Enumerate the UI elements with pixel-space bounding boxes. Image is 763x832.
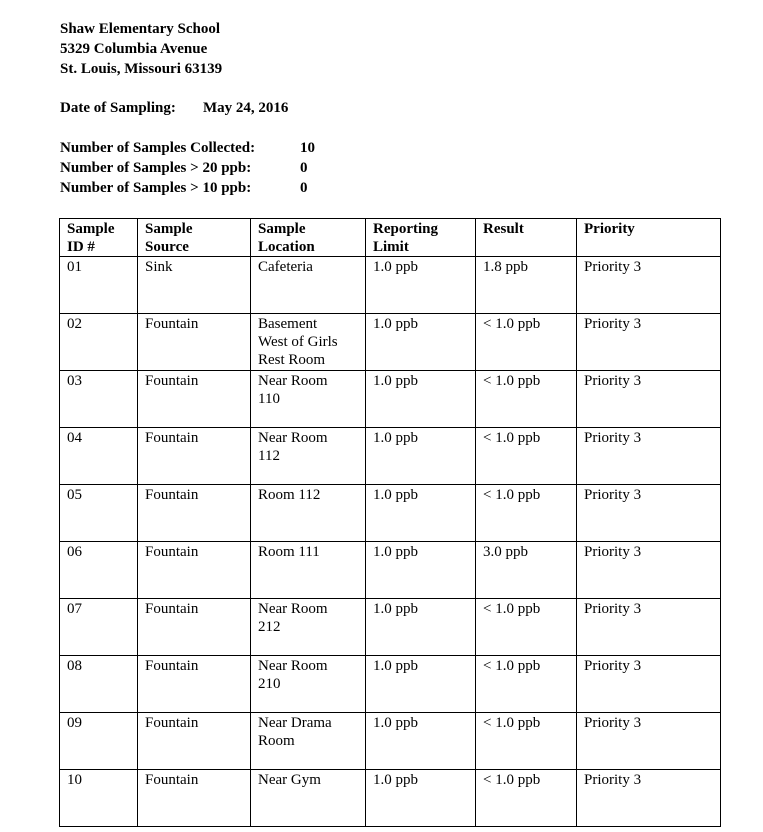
sample-source-cell: Sink <box>138 257 251 314</box>
sample-location-cell: Near Gym <box>251 770 366 827</box>
summary-value: 0 <box>300 180 308 196</box>
sample-id-cell: 03 <box>60 371 138 428</box>
reporting-limit-cell: 1.0 ppb <box>366 542 476 599</box>
sample-location-cell: Room 111 <box>251 542 366 599</box>
priority-cell: Priority 3 <box>577 713 721 770</box>
sample-id-cell: 06 <box>60 542 138 599</box>
result-cell: 3.0 ppb <box>476 542 577 599</box>
table-row <box>60 485 721 542</box>
sample-location-cell: Near Room 212 <box>251 599 366 656</box>
priority-cell: Priority 3 <box>577 599 721 656</box>
sample-source-cell: Fountain <box>138 371 251 428</box>
sample-source-cell: Fountain <box>138 599 251 656</box>
sample-id-cell: 04 <box>60 428 138 485</box>
sample-source-cell: Fountain <box>138 770 251 827</box>
summary-value: 10 <box>300 140 315 156</box>
sample-location-cell: Cafeteria <box>251 257 366 314</box>
header-reporting-limit: Reporting Limit <box>366 219 476 257</box>
priority-cell: Priority 3 <box>577 428 721 485</box>
samples-table <box>59 218 721 827</box>
sample-location-cell: Near Room 210 <box>251 656 366 713</box>
sample-location-cell: Basement West of Girls Rest Room <box>251 314 366 371</box>
table-row <box>60 314 721 371</box>
sample-id-cell: 08 <box>60 656 138 713</box>
sample-id-cell: 10 <box>60 770 138 827</box>
sample-source-cell: Fountain <box>138 314 251 371</box>
sampling-date-value: May 24, 2016 <box>203 100 289 116</box>
priority-cell: Priority 3 <box>577 371 721 428</box>
priority-cell: Priority 3 <box>577 770 721 827</box>
header-result: Result <box>476 219 577 257</box>
priority-cell: Priority 3 <box>577 314 721 371</box>
sample-location-cell: Room 112 <box>251 485 366 542</box>
result-cell: < 1.0 ppb <box>476 770 577 827</box>
reporting-limit-cell: 1.0 ppb <box>366 485 476 542</box>
result-cell: 1.8 ppb <box>476 257 577 314</box>
table-row <box>60 713 721 770</box>
sample-source-cell: Fountain <box>138 542 251 599</box>
table-row <box>60 656 721 713</box>
reporting-limit-cell: 1.0 ppb <box>366 713 476 770</box>
sample-location-cell: Near Room 110 <box>251 371 366 428</box>
summary-label: Number of Samples > 10 ppb: <box>60 180 252 196</box>
table-row <box>60 257 721 314</box>
priority-cell: Priority 3 <box>577 542 721 599</box>
sample-location-cell: Near Drama Room <box>251 713 366 770</box>
result-cell: < 1.0 ppb <box>476 656 577 713</box>
reporting-limit-cell: 1.0 ppb <box>366 770 476 827</box>
priority-cell: Priority 3 <box>577 485 721 542</box>
sample-id-cell: 02 <box>60 314 138 371</box>
school-name: Shaw Elementary School <box>60 21 221 37</box>
table-row <box>60 599 721 656</box>
summary-value: 0 <box>300 160 308 176</box>
sample-source-cell: Fountain <box>138 485 251 542</box>
school-address: 5329 Columbia Avenue <box>60 41 208 57</box>
table-row <box>60 428 721 485</box>
reporting-limit-cell: 1.0 ppb <box>366 371 476 428</box>
reporting-limit-cell: 1.0 ppb <box>366 257 476 314</box>
priority-cell: Priority 3 <box>577 257 721 314</box>
sample-id-cell: 07 <box>60 599 138 656</box>
result-cell: < 1.0 ppb <box>476 713 577 770</box>
header-priority: Priority <box>577 219 721 257</box>
sample-location-cell: Near Room 112 <box>251 428 366 485</box>
sample-id-cell: 01 <box>60 257 138 314</box>
reporting-limit-cell: 1.0 ppb <box>366 656 476 713</box>
sample-source-cell: Fountain <box>138 713 251 770</box>
table-header-row <box>60 219 721 257</box>
table-row <box>60 542 721 599</box>
result-cell: < 1.0 ppb <box>476 428 577 485</box>
summary-label: Number of Samples Collected: <box>60 140 256 156</box>
header-sample-source: Sample Source <box>138 219 251 257</box>
reporting-limit-cell: 1.0 ppb <box>366 599 476 656</box>
summary-label: Number of Samples > 20 ppb: <box>60 160 252 176</box>
school-city: St. Louis, Missouri 63139 <box>60 61 223 77</box>
sample-id-cell: 05 <box>60 485 138 542</box>
result-cell: < 1.0 ppb <box>476 485 577 542</box>
table-row <box>60 371 721 428</box>
reporting-limit-cell: 1.0 ppb <box>366 314 476 371</box>
sampling-date-label: Date of Sampling: <box>60 100 176 116</box>
result-cell: < 1.0 ppb <box>476 314 577 371</box>
result-cell: < 1.0 ppb <box>476 371 577 428</box>
sample-source-cell: Fountain <box>138 428 251 485</box>
sample-id-cell: 09 <box>60 713 138 770</box>
reporting-limit-cell: 1.0 ppb <box>366 428 476 485</box>
sample-source-cell: Fountain <box>138 656 251 713</box>
header-sample-location: Sample Location <box>251 219 366 257</box>
result-cell: < 1.0 ppb <box>476 599 577 656</box>
priority-cell: Priority 3 <box>577 656 721 713</box>
table-row <box>60 770 721 827</box>
header-sample-id: Sample ID # <box>60 219 138 257</box>
